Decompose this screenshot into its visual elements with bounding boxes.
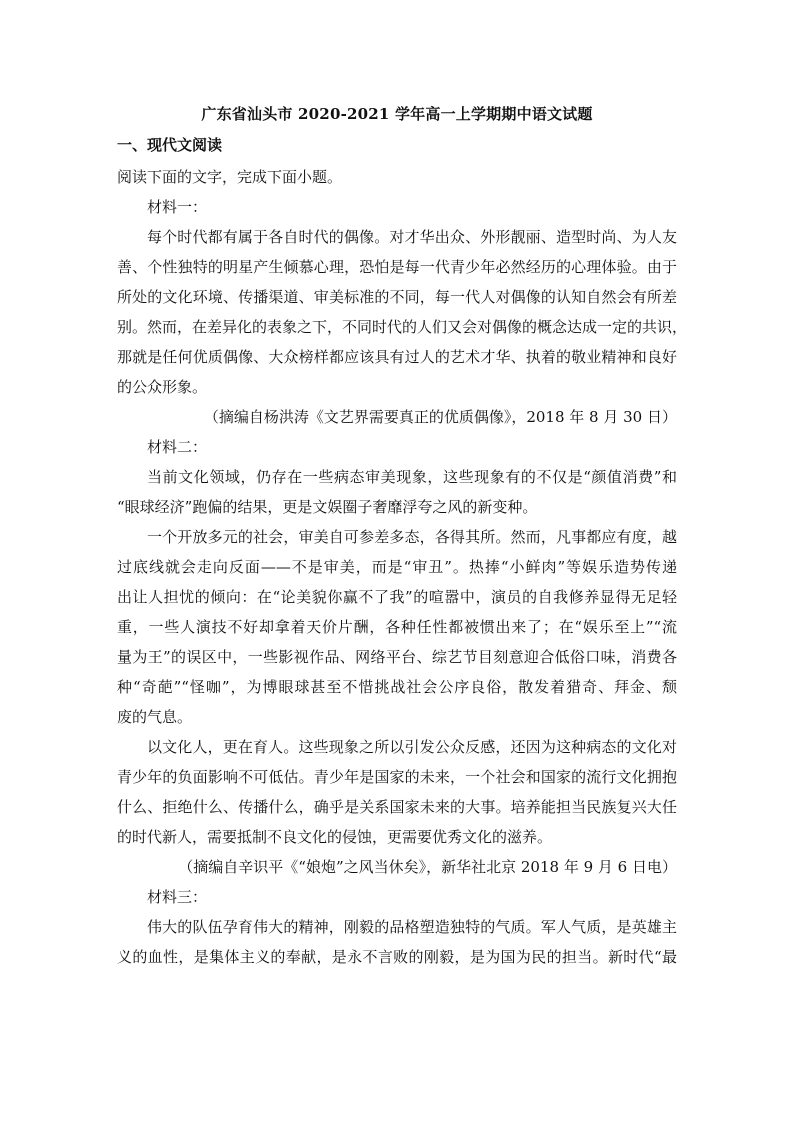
- text-line: 每个时代都有属于各自时代的偶像。对才华出众、外形靓丽、造型时尚、为人友: [147, 228, 677, 246]
- material2-source: （摘编自辛识平《“娘炮”之风当休矣》，新华社北京 2018 年 9 月 6 日电）: [178, 858, 677, 876]
- text-line: 那就是任何优质偶像、大众榜样都应该具有过人的艺术才华、执着的敬业精神和良好: [117, 348, 677, 366]
- text-line: 什么、拒绝什么、传播什么，确乎是关系国家未来的大事。培养能担当民族复兴大任: [117, 798, 677, 816]
- material3-paragraph: [117, 912, 677, 972]
- text-line: 的公众形象。: [117, 378, 208, 396]
- text-line: 过底线就会走向反面——不是审美，而是“审丑”。热捧“小鲜肉”等娱乐造势传递: [117, 558, 677, 576]
- text-line: 重，一些人演技不好却拿着天价片酬，各种任性都被惯出来了；在“娱乐至上”“流: [117, 618, 677, 636]
- document-body: [117, 162, 688, 972]
- text-line: 种“奇葩”“怪咖”，为博眼球甚至不惜挑战社会公序良俗，散发着猎奇、拜金、颓: [117, 678, 677, 696]
- material3-label: 材料三：: [147, 888, 208, 906]
- material2-paragraph-2: [117, 522, 677, 732]
- material2-label: 材料二：: [147, 438, 208, 456]
- document-title: 广东省汕头市 2020-2021 学年高一上学期期中语文试题: [201, 105, 593, 123]
- material2-paragraph-3: [117, 732, 677, 852]
- material2-paragraph-1: [117, 462, 677, 522]
- text-line: 所处的文化环境、传播渠道、审美标准的不同，每一代人对偶像的认知自然会有所差: [117, 288, 677, 306]
- text-line: 青少年的负面影响不可低估。青少年是国家的未来，一个社会和国家的流行文化拥抱: [117, 768, 677, 786]
- section-heading: 一、现代文阅读: [117, 136, 223, 154]
- material1-label: 材料一：: [147, 198, 208, 216]
- text-line: 伟大的队伍孕育伟大的精神，刚毅的品格塑造独特的气质。军人气质，是英雄主: [147, 918, 677, 936]
- text-line: 出让人担忧的倾向：在“论美貌你赢不了我”的喧嚣中，演员的自我修养显得无足轻: [117, 588, 677, 606]
- text-line: “眼球经济”跑偏的结果，更是文娱圈子奢靡浮夸之风的新变种。: [117, 498, 538, 516]
- instruction-text: 阅读下面的文字，完成下面小题。: [117, 168, 343, 186]
- text-line: 善、个性独特的明星产生倾慕心理，恐怕是每一代青少年必然经历的心理体验。由于: [117, 258, 677, 276]
- text-line: 别。然而，在差异化的表象之下，不同时代的人们又会对偶像的概念达成一定的共识，: [117, 318, 688, 336]
- text-line: 当前文化领域，仍存在一些病态审美现象，这些现象有的不仅是“颜值消费”和: [147, 468, 677, 486]
- text-line: 量为王”的误区中，一些影视作品、网络平台、综艺节目刻意迎合低俗口味，消费各: [117, 648, 677, 666]
- text-line: 以文化人，更在育人。这些现象之所以引发公众反感，还因为这种病态的文化对: [147, 738, 677, 756]
- text-line: 义的血性，是集体主义的奉献，是永不言败的刚毅，是为国为民的担当。新时代“最: [117, 948, 677, 966]
- text-line: 一个开放多元的社会，审美自可参差多态，各得其所。然而，凡事都应有度，越: [147, 528, 677, 546]
- text-line: 的时代新人，需要抵制不良文化的侵蚀，更需要优秀文化的滋养。: [117, 828, 553, 846]
- material1-source: （摘编自杨洪涛《文艺界需要真正的优质偶像》，2018 年 8 月 30 日）: [203, 408, 677, 426]
- material1-paragraph: [117, 222, 688, 402]
- text-line: 废的气息。: [117, 708, 193, 726]
